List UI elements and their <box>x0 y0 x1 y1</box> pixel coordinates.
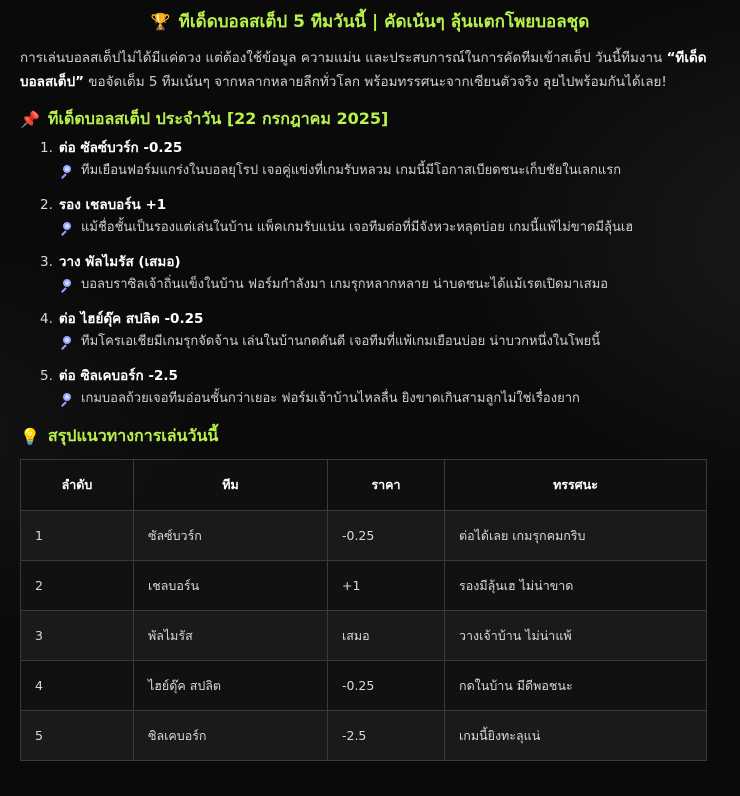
summary-table <box>20 459 707 761</box>
pick-number: 5. <box>40 368 53 384</box>
cell-rank: 2 <box>21 561 134 611</box>
pick-note <box>40 388 720 410</box>
magnifying-glass-icon <box>60 393 73 406</box>
pick-note-text: เกมบอลถ้วยเจอทีมอ่อนชั้นกว่าเยอะ ฟอร์มเจ้าบ้านไหลลื่น ยิงขาดเกินสามลูกไม่ใช่เรื่องยาก <box>81 391 580 406</box>
cell-team: ไฮย์ดุ๊ค สปลิต <box>134 661 328 711</box>
cell-opinion: ต่อได้เลย เกมรุกคมกริบ <box>445 511 707 561</box>
cell-odds: -0.25 <box>328 661 445 711</box>
pick-heading <box>40 309 720 329</box>
cell-team: ซิลเคบอร์ก <box>134 711 328 761</box>
pick-heading-text: ต่อ ซัลซ์บวร์ก -0.25 <box>58 140 183 156</box>
cell-opinion: กดในบ้าน มีดีพอชนะ <box>445 661 707 711</box>
intro-bold-brand: “ทีเด็ดบอลสเต็ป” <box>20 50 707 90</box>
pick-heading-text: วาง พัลไมรัส (เสมอ) <box>58 254 181 270</box>
cell-odds: -2.5 <box>328 711 445 761</box>
column-header-rank: ลำดับ <box>21 460 134 511</box>
cell-opinion: วางเจ้าบ้าน ไม่น่าแพ้ <box>445 611 707 661</box>
pick-heading-text: ต่อ ไฮย์ดุ๊ค สปลิต -0.25 <box>58 311 204 327</box>
picks-section-title-text: ทีเด็ดบอลสเต็ป ประจำวัน [22 กรกฎาคม 2025] <box>47 108 389 128</box>
picks-section-title <box>20 106 720 132</box>
cell-odds: -0.25 <box>328 511 445 561</box>
trophy-icon: 🏆 <box>150 11 171 31</box>
pick-note-text: ทีมโครเอเชียมีเกมรุกจัดจ้าน เล่นในบ้านกดดันดี เจอทีมที่แพ้เกมเยือนบ่อย น่าบวกหนึ่งในโพยนี้ <box>81 334 601 349</box>
pick-number: 2. <box>40 197 53 213</box>
table-row <box>21 511 707 561</box>
cell-opinion: เกมนี้ยิงทะลุแน่ <box>445 711 707 761</box>
pick-note-text: ทีมเยือนฟอร์มแกร่งในบอลยุโรป เจอคู่แข่งที่เกมรับหลวม เกมนี้มีโอกาสเบียดชนะเก็บชัยในเลกแรก <box>81 163 622 178</box>
page-title-text: ทีเด็ดบอลสเต็ป 5 ทีมวันนี้ | คัดเน้นๆ ลุ้นแตกโพยบอลชุด <box>178 11 590 32</box>
cell-rank: 5 <box>21 711 134 761</box>
cell-rank: 1 <box>21 511 134 561</box>
pushpin-icon: 📌 <box>20 109 40 129</box>
magnifying-glass-icon <box>60 222 73 235</box>
intro-text-before: การเล่นบอลสเต็ปไม่ได้มีแค่ดวง แต่ต้องใช้ข้อมูล ความแม่น และประสบการณ์ในการคัดทีมเข้าสเต็ป วันนี้ทีมงาน <box>20 50 667 66</box>
cell-opinion: รองมีลุ้นเฮ ไม่น่าขาด <box>445 561 707 611</box>
cell-odds: +1 <box>328 561 445 611</box>
column-header-odds: ราคา <box>328 460 445 511</box>
pick-heading-text: ต่อ ซิลเคบอร์ก -2.5 <box>58 368 178 384</box>
pick-item <box>40 195 720 239</box>
pick-note-text: บอลบราซิลเจ้าถิ่นแข็งในบ้าน ฟอร์มกำลังมา เกมรุกหลากหลาย น่าบดชนะได้แม้เรตเปิดมาเสมอ <box>81 277 609 292</box>
cell-odds: เสมอ <box>328 611 445 661</box>
table-row <box>21 711 707 761</box>
intro-paragraph <box>20 46 720 94</box>
cell-team: เชลบอร์น <box>134 561 328 611</box>
column-header-opinion: ทรรศนะ <box>445 460 707 511</box>
pick-number: 4. <box>40 311 53 327</box>
table-header-row <box>21 460 707 511</box>
light-bulb-icon: 💡 <box>20 426 40 446</box>
pick-note <box>40 160 720 182</box>
pick-number: 1. <box>40 140 53 156</box>
pick-note <box>40 217 720 239</box>
pick-item <box>40 366 720 410</box>
pick-note <box>40 331 720 353</box>
table-row <box>21 561 707 611</box>
table-row <box>21 611 707 661</box>
pick-number: 3. <box>40 254 53 270</box>
pick-note <box>40 274 720 296</box>
cell-rank: 3 <box>21 611 134 661</box>
cell-team: ซัลซ์บวร์ก <box>134 511 328 561</box>
pick-heading <box>40 366 720 386</box>
pick-heading <box>40 195 720 215</box>
column-header-team: ทีม <box>134 460 328 511</box>
magnifying-glass-icon <box>60 336 73 349</box>
pick-heading <box>40 138 720 158</box>
intro-text-after: ขอจัดเต็ม 5 ทีมเน้นๆ จากหลากหลายลีกทั่วโลก พร้อมทรรศนะจากเซียนตัวจริง ลุยไปพร้อมกันได้เลย! <box>84 74 667 90</box>
magnifying-glass-icon <box>60 165 73 178</box>
picks-list <box>20 138 720 410</box>
summary-section-title-text: สรุปแนวทางการเล่นวันนี้ <box>47 425 219 445</box>
pick-item <box>40 252 720 296</box>
magnifying-glass-icon <box>60 279 73 292</box>
cell-team: พัลไมรัส <box>134 611 328 661</box>
pick-heading-text: รอง เชลบอร์น +1 <box>58 197 167 213</box>
pick-item <box>40 138 720 182</box>
cell-rank: 4 <box>21 661 134 711</box>
pick-note-text: แม้ชื่อชั้นเป็นรองแต่เล่นในบ้าน แพ็คเกมรับแน่น เจอทีมต่อที่มีจังหวะหลุดบ่อย เกมนี้แพ้ไม่ขาดมีลุ้นเฮ <box>81 220 634 235</box>
summary-section-title <box>20 423 720 449</box>
pick-item <box>40 309 720 353</box>
pick-heading <box>40 252 720 272</box>
table-row <box>21 661 707 711</box>
page-title <box>20 0 720 40</box>
